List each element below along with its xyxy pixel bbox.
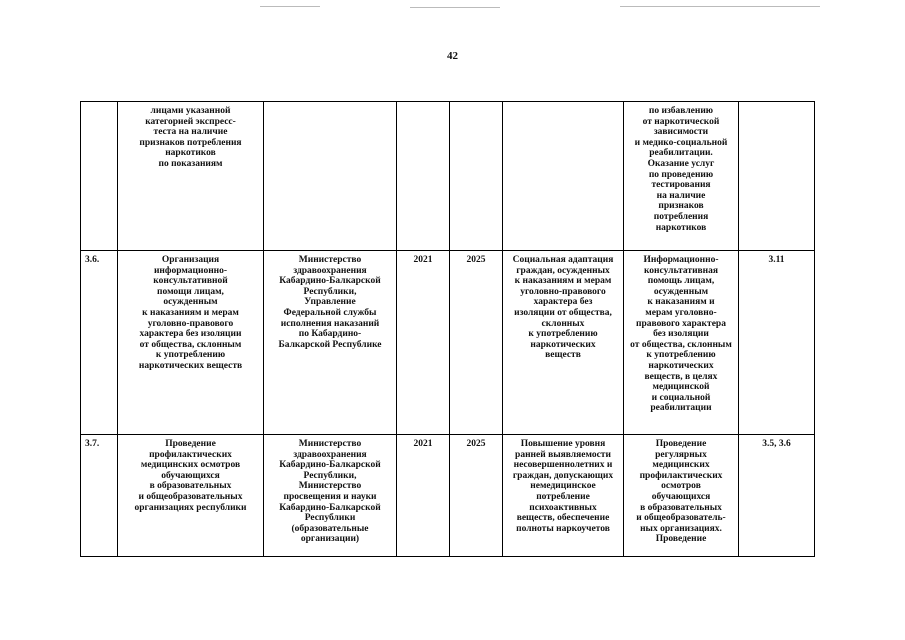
result-cell [503,102,624,251]
link-cell: 3.11 [739,251,815,435]
executor-cell: Министерство здравоохранения Кабардино-Балкарской Республики, Министерство просвещения и науки Кабардино-Балкарской Республики (образовательные организации) [264,435,397,557]
indicator-cell: Информационно- консультативная помощь лицам, осужденным к наказаниям и мерам уголовно- правового характера без изоляции от общества, склонным к употреблению наркотических веществ, в целях медицинской и социальной реабилитации [624,251,739,435]
scan-artifact [260,6,320,7]
table-row [81,102,815,251]
start-year-cell [397,102,450,251]
scan-artifact [410,7,500,8]
measure-cell: Проведение профилактических медицинских осмотров обучающихся в образовательных и общеобразовательных организациях республики [118,435,264,557]
executor-cell: Министерство здравоохранения Кабардино-Балкарской Республики, Управление Федеральной службы исполнения наказаний по Кабардино- Балкарской Республике [264,251,397,435]
end-year-cell: 2025 [450,251,503,435]
link-cell [739,102,815,251]
row-number: 3.7. [81,435,118,557]
result-cell: Социальная адаптация граждан, осужденных к наказаниям и мерам уголовно-правового характера без изоляции от общества, склонных к употреблению наркотических веществ [503,251,624,435]
end-year-cell: 2025 [450,435,503,557]
end-year-cell [450,102,503,251]
row-number [81,102,118,251]
measure-cell: Организация информационно- консультативной помощи лицам, осужденным к наказаниям и мерам уголовно-правового характера без изоляции от общества, склонным к употреблению наркотических веществ [118,251,264,435]
indicator-cell: Проведение регулярных медицинских профилактических осмотров обучающихся в образовательных и общеобразователь- ных организациях. Проведение [624,435,739,557]
indicator-cell: по избавлению от наркотической зависимости и медико-социальной реабилитации. Оказание услуг по проведению тестирования на наличие признаков потребления наркотиков [624,102,739,251]
start-year-cell: 2021 [397,435,450,557]
table-row [81,251,815,435]
start-year-cell: 2021 [397,251,450,435]
row-number: 3.6. [81,251,118,435]
measure-cell: лицами указанной категорией экспресс- теста на наличие признаков потребления наркотиков по показаниям [118,102,264,251]
executor-cell [264,102,397,251]
link-cell: 3.5, 3.6 [739,435,815,557]
page-number: 42 [447,50,458,62]
table-row [81,435,815,557]
scan-artifact [620,6,820,7]
result-cell: Повышение уровня ранней выявляемости несовершеннолетних и граждан, допускающих немедицинское потребление психоактивных веществ, обеспечение полноты наркоучетов [503,435,624,557]
measures-table [80,101,815,557]
